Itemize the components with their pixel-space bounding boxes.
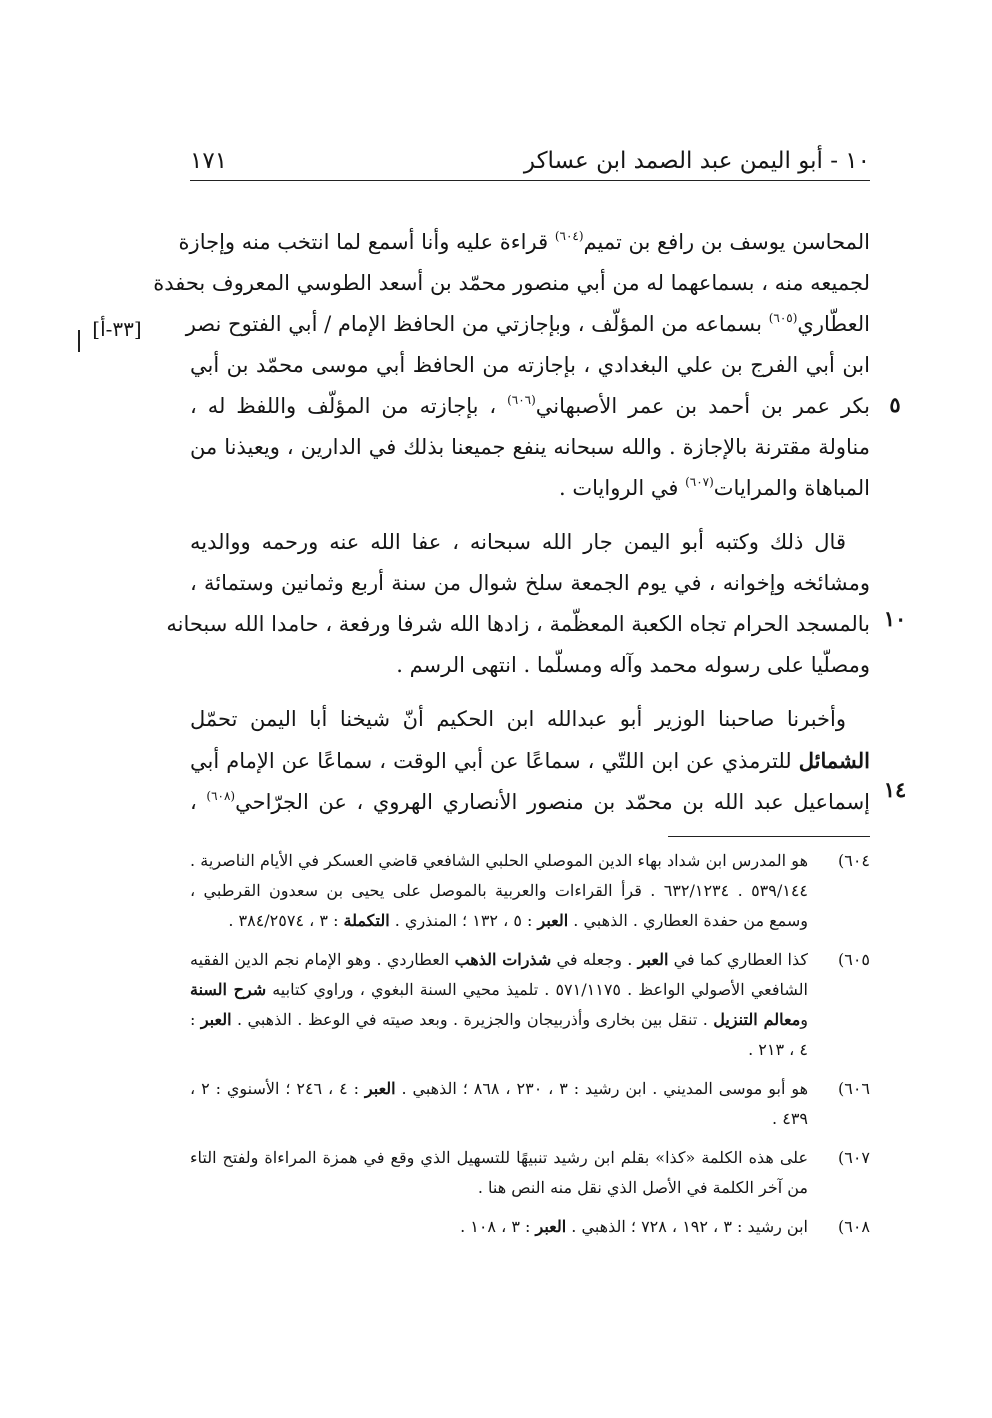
text-line: المباهاة والمرايات$^{(٦٠٧)}$ في الروايات . [559, 475, 870, 500]
main-text [153, 222, 871, 823]
footnote-separator [668, 836, 870, 837]
footnote-ref[interactable]: (٦٠٥) [768, 311, 798, 325]
text-line: قال ذلك وكتبه أبو اليمن جار الله سبحانه ، عفا الله عنه ورحمه ووالديه [190, 530, 846, 554]
text-line: وأخبرنا صاحبنا الوزير أبو عبدالله ابن الحكيم أنّ شيخنا أبا اليمن تحمّل [190, 707, 846, 731]
text-line: إسماعيل عبد الله بن محمّد بن منصور الأنصاري الهروي ، عن الجرّاحي$^{(٦٠٨)}$ ، [190, 789, 871, 814]
text-line: العطّاري$^{(٦٠٥)}$ بسماعه من المؤلّف ، وبإجازتي من الحافظ الإمام / أبي الفتوح نصر [185, 311, 870, 336]
running-title: ١٠ - أبو اليمن عبد الصمد ابن عساكر [523, 148, 870, 174]
paragraph-shamail-chain [190, 699, 870, 823]
page-number: ١٧١ [190, 148, 228, 174]
footnote-number: ٦٠٦) [837, 1079, 870, 1098]
text-line: لجميعه منه ، بسماعهما له من أبي منصور محمّد بن أسعد الطوسي المعروف بحفدة [153, 271, 870, 295]
text-line: بالمسجد الحرام تجاه الكعبة المعظّمة ، زادها الله شرفا ورفعة ، حامدا الله سبحانه [166, 612, 870, 636]
text-line: ابن أبي الفرج بن علي البغدادي ، بإجازته من الحافظ أبي موسى محمّد بن أبي [190, 353, 870, 377]
text-line: الشمائل للترمذي عن ابن اللتّي ، سماعًا عن أبي الوقت ، سماعًا عن الإمام أبي [190, 748, 870, 773]
line-number-14: ١٤ [883, 777, 907, 802]
text-line: بكر عمر بن أحمد بن عمر الأصبهاني$^{(٦٠٦)}$ ، بإجازته من المؤلّف واللفظ له ، [190, 393, 870, 418]
text-line: ومشائخه وإخوانه ، في يوم الجمعة سلخ شوال من سنة أربع وثمانين وستمائة ، [190, 571, 870, 595]
footnote-605: ٦٠٥) كذا العطاري كما في العبر . وجعله في شذرات الذهب العطاردي . وهو الإمام نجم الدين الفقيه الشافعي الأصولي الواعظ . ٥٧١/١١٧٥ . تلميذ محيي السنة البغوي ، وراوي كتابيه شرح السنة ومعالم التنزيل . تنقل بين بخارى وأذربيجان والجزيرة . وبعد صيته في الوعظ . الذهبي . العبر : ٤ ، ٢١٣ . [190, 945, 870, 1065]
footnote-606: ٦٠٦) هو أبو موسى المديني . ابن رشيد : ٣ ، ٢٣٠ ، ٨٦٨ ؛ الذهبي . العبر : ٤ ، ٢٤٦ ؛ الأسنوي : ٢ ، ٤٣٩ . [190, 1074, 870, 1134]
text-line: مناولة مقترنة بالإجازة . والله سبحانه ينفع جميعنا بذلك في الدارين ، ويعيذنا من [190, 435, 870, 459]
text-line: ومصلّيا على رسوله محمد وآله ومسلّما . انتهى الرسم . [396, 653, 870, 677]
footnote-ref[interactable]: (٦٠٤) [554, 229, 584, 243]
footnote-number: ٦٠٤) [837, 851, 870, 870]
footnote-608: ٦٠٨) ابن رشيد : ٣ ، ١٩٢ ، ٧٢٨ ؛ الذهبي . العبر : ٣ ، ١٠٨ . [190, 1212, 870, 1242]
footnote-607: ٦٠٧) على هذه الكلمة «كذا» بقلم ابن رشيد تنبيهًا للتسهيل الذي وقع في همزة المراءاة ولفتح التاء من آخر الكلمة في الأصل الذي نقل منه النص هنا . [190, 1143, 870, 1203]
footnote-ref[interactable]: (٦٠٦) [507, 393, 536, 407]
footnotes [190, 846, 870, 1242]
footnote-ref[interactable]: (٦٠٨) [206, 789, 236, 803]
text-line: المحاسن يوسف بن رافع بن تميم$^{(٦٠٤)}$ قراءة عليه وأنا أسمع لما انتخب منه وإجازة [178, 229, 870, 254]
folio-divider [78, 330, 80, 352]
folio-marker: [٣٣-أ] [92, 317, 142, 341]
footnote-ref[interactable]: (٦٠٧) [685, 475, 714, 489]
line-number-10: ١٠ [883, 606, 907, 631]
footnote-number: ٦٠٥) [837, 950, 870, 969]
footnote-number: ٦٠٧) [837, 1148, 870, 1167]
running-header [190, 146, 870, 181]
paragraph-colophon-date [166, 522, 870, 686]
line-number-5: ٥ [889, 392, 901, 417]
paragraph-colophon-chain [153, 222, 870, 509]
footnote-number: ٦٠٨) [837, 1217, 870, 1236]
book-title: الشمائل [798, 748, 870, 773]
footnote-604: ٦٠٤) هو المدرس ابن شداد بهاء الدين الموصلي الحلبي الشافعي قاضي العسكر في الأيام الناصرية . ٥٣٩/١٤٤ . ٦٣٢/١٢٣٤ . قرأ القراءات والعربية بالموصل على يحيى بن سعدون القرطبي ، وسمع من حفدة العطاري . الذهبي . العبر : ٥ ، ١٣٢ ؛ المنذري . التكملة : ٣ ، ٣٨٤/٢٥٧٤ . [190, 846, 870, 936]
